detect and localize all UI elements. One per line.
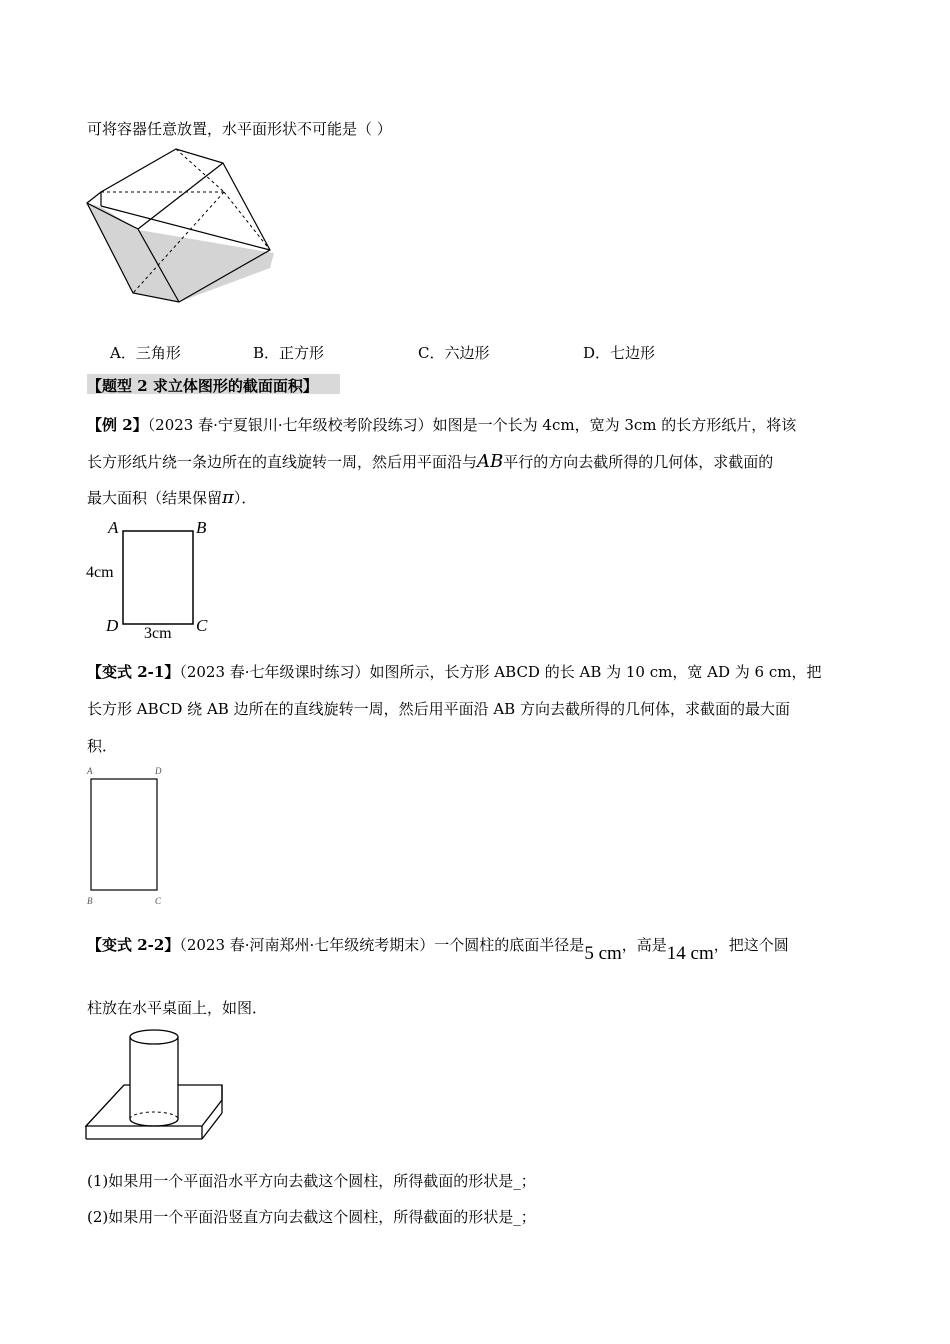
example-2-line-3 — [87, 487, 256, 508]
vertex-label-b: B — [196, 518, 207, 537]
variant-2-1-line-2: 长方形 ABCD 绕 AB 边所在的直线旋转一周，然后用平面沿 AB 方向去截所得的几何体，求截面的最大面 — [87, 700, 790, 718]
rectangle-abcd — [123, 531, 193, 624]
math-pi: π — [222, 487, 234, 508]
variant-tag: 【变式 2-1】 — [87, 663, 180, 681]
choice-b — [253, 342, 324, 363]
cylinder-body-fill — [130, 1037, 178, 1119]
cylinder-top — [130, 1030, 178, 1044]
choice-text: 六边形 — [444, 344, 490, 362]
choice-d — [583, 342, 655, 363]
variant-tag: 【变式 2-2】 — [87, 936, 180, 954]
choice-c — [418, 342, 490, 363]
hidden-edge — [176, 149, 224, 192]
vertex-label-a: A — [108, 518, 119, 537]
choice-letter: D． — [583, 344, 611, 362]
variant-2-1-line-1 — [87, 661, 821, 682]
question-stem: 可将容器任意放置，水平面形状不可能是（ ） — [87, 120, 392, 138]
vertex-label-a: A — [87, 766, 93, 776]
example-text: （2023 春·宁夏银川·七年级校考阶段练习）如图是一个长为 4cm，宽为 3cm 的长方形纸片，将该 — [147, 416, 797, 434]
example-tag: 【例 2】 — [87, 416, 148, 434]
choice-text: 七边形 — [610, 344, 656, 362]
vertex-label-d: D — [106, 616, 119, 635]
variant-2-2-line-2: 柱放在水平桌面上，如图． — [87, 999, 268, 1017]
variant-text: （2023 春·七年级课时练习）如图所示，长方形 ABCD 的长 AB 为 10 cm，宽 AD 为 6 cm，把 — [179, 663, 822, 681]
choice-text: 三角形 — [135, 344, 181, 362]
example-text: 长方形纸片绕一条边所在的直线旋转一周，然后用平面沿与 — [87, 453, 478, 471]
choice-letter: C． — [418, 344, 445, 362]
example-2-line-1 — [87, 414, 796, 435]
section-heading: 【题型 2 求立体图形的截面面积】 — [87, 377, 318, 395]
example-text: 平行的方向去截所得的几何体，求截面的 — [503, 453, 774, 471]
vertex-label-d: D — [155, 766, 162, 776]
math-radius: 5 cm — [584, 943, 622, 964]
bottom-length-label: 3cm — [144, 625, 172, 642]
variant-text: ，高是 — [621, 936, 667, 954]
example-text: ）． — [233, 489, 257, 507]
vertex-label-c: C — [155, 896, 162, 906]
choice-letter: B． — [253, 344, 280, 362]
variant-2-1-line-3: 积． — [87, 737, 118, 755]
table-edge — [202, 1113, 222, 1139]
tilted-prism-figure — [84, 145, 279, 307]
rectangle-figure-4x3 — [84, 515, 224, 645]
math-height: 14 cm — [666, 943, 714, 964]
sub-question-2: (2)如果用一个平面沿竖直方向去截这个圆柱，所得截面的形状是_； — [87, 1208, 536, 1226]
cylinder-bottom-front — [130, 1119, 178, 1126]
variant-text: ，把这个圆 — [713, 936, 789, 954]
choice-text: 正方形 — [279, 344, 325, 362]
example-2-line-2 — [87, 451, 773, 472]
choice-letter: A． — [110, 344, 136, 362]
variant-text: （2023 春·河南郑州·七年级统考期末）一个圆柱的底面半径是 — [179, 936, 585, 954]
rectangle-abcd — [91, 779, 157, 890]
sub-question-1: (1)如果用一个平面沿水平方向去截这个圆柱，所得截面的形状是_； — [87, 1172, 536, 1190]
variant-2-2-line-1 — [87, 934, 789, 964]
side-length-label: 4cm — [86, 564, 114, 581]
cylinder-on-table-figure — [84, 1023, 229, 1143]
math-ab: AB — [477, 451, 504, 472]
vertex-label-c: C — [196, 616, 208, 635]
choice-a — [110, 342, 181, 363]
example-text: 最大面积（结果保留 — [87, 489, 223, 507]
rectangle-figure-10x6 — [84, 763, 174, 908]
hidden-edge — [224, 192, 270, 250]
vertex-label-b: B — [87, 896, 93, 906]
